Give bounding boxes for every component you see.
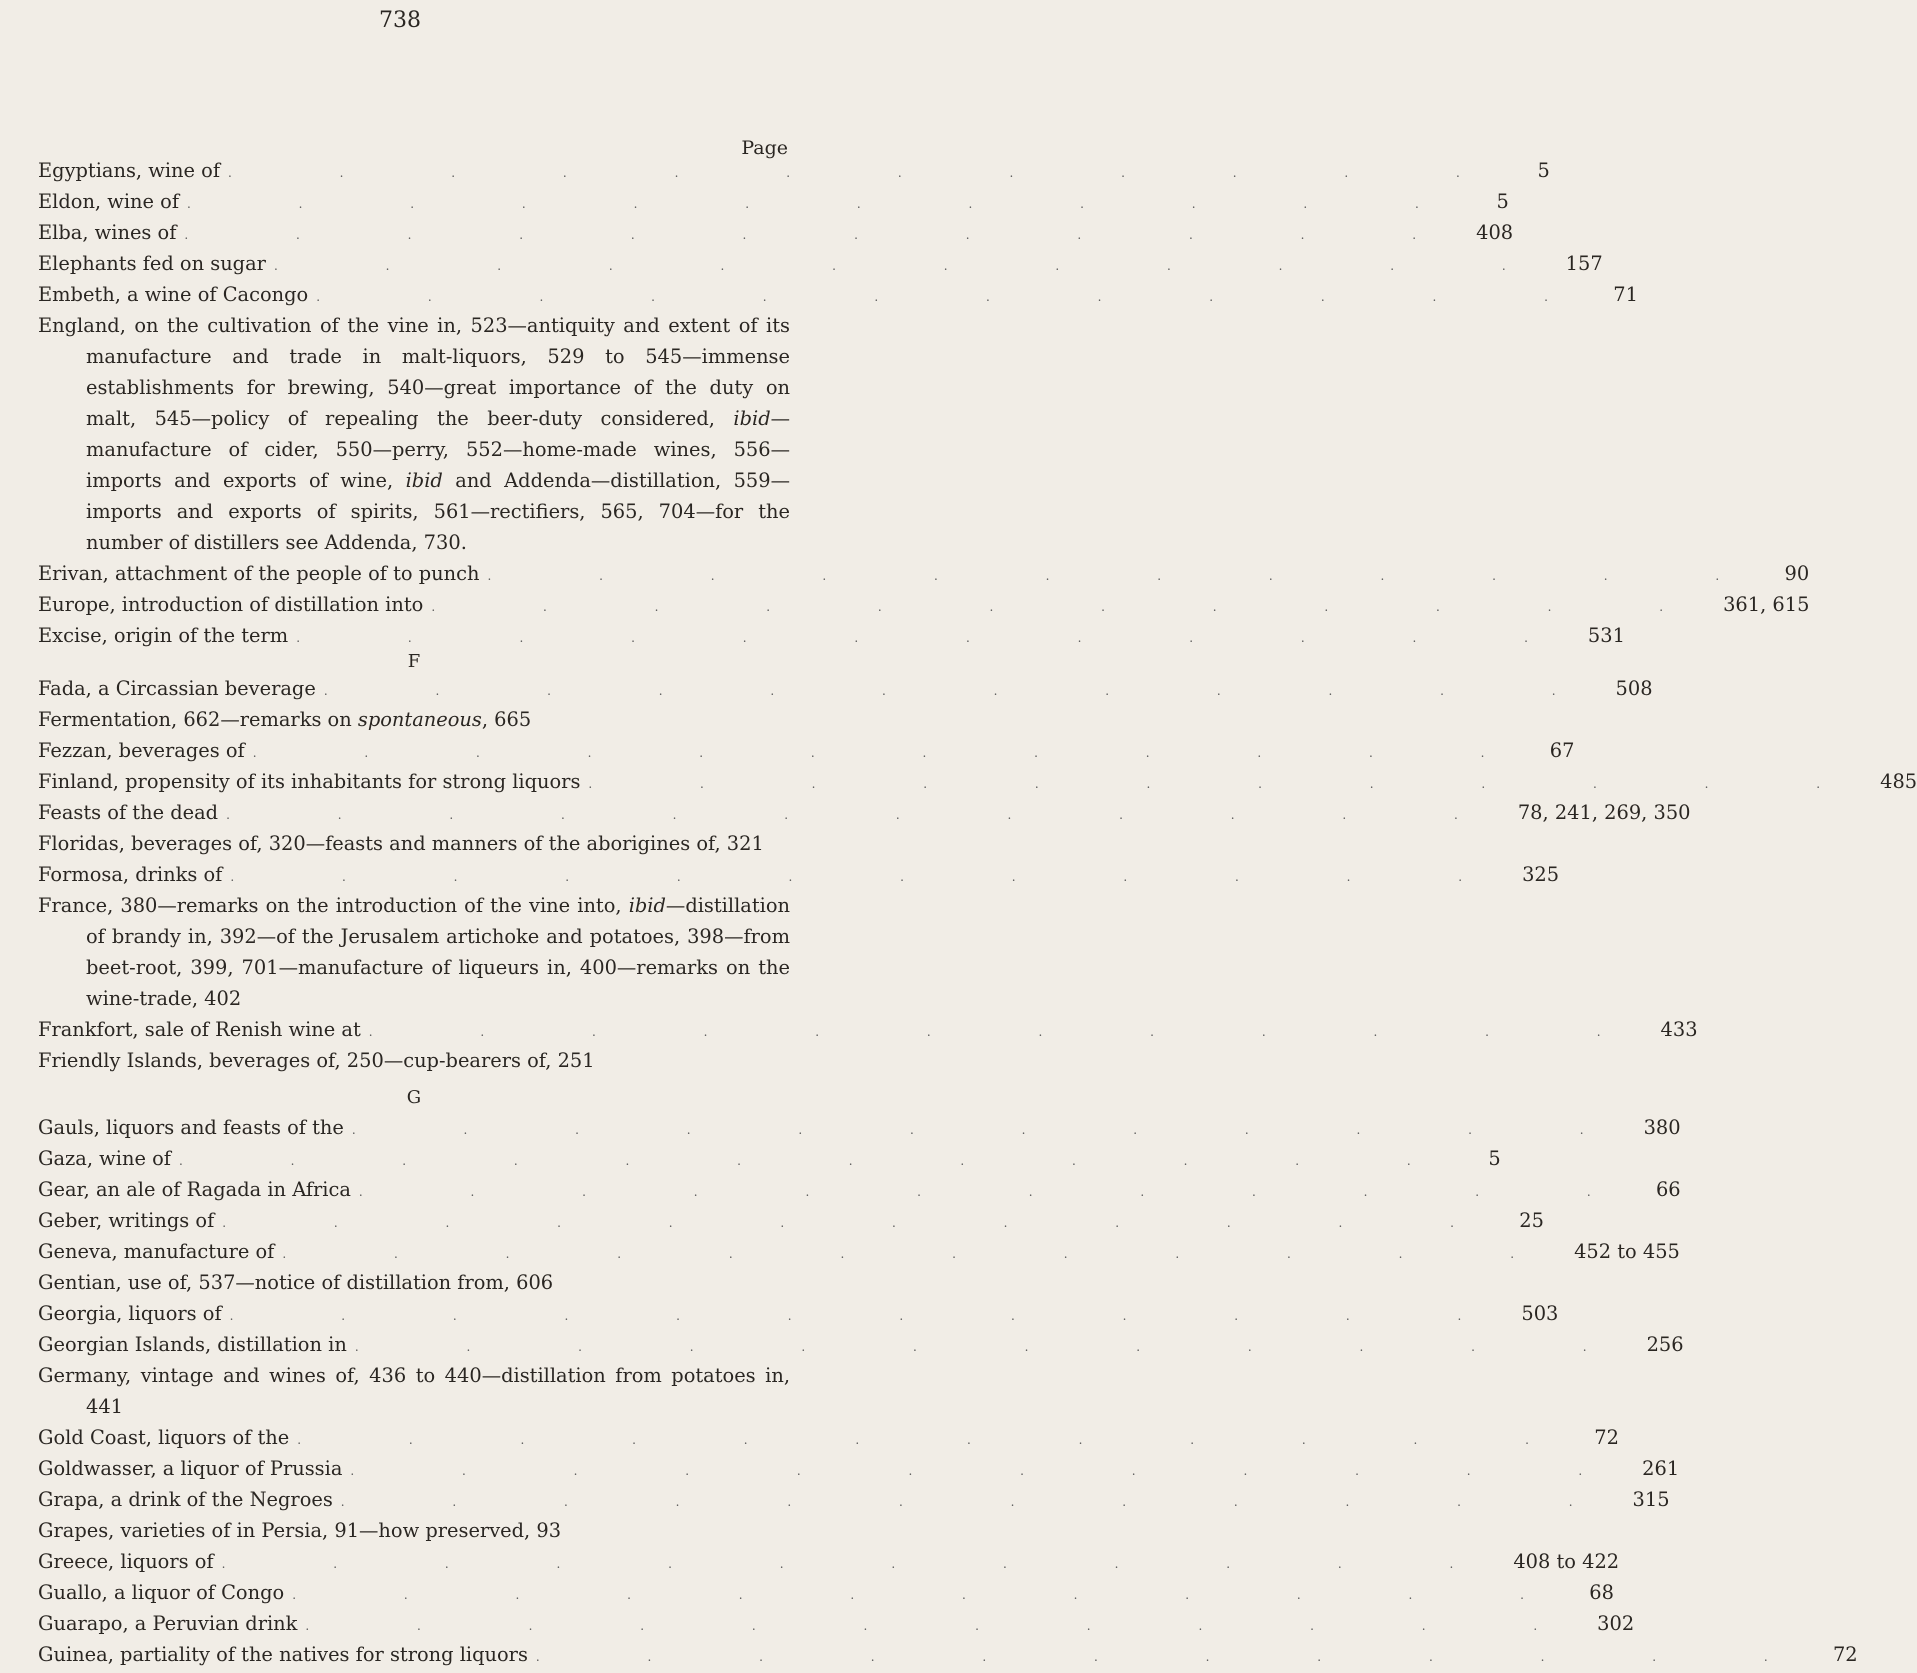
index-entry: Fermentation, 662—remarks on spontaneous, 665 — [38, 708, 532, 731]
entry-page: 157 — [1565, 252, 1603, 275]
dot-leader: . . . . . . . . . . . . — [340, 1495, 1625, 1509]
entry-text: Georgia, liquors of — [38, 1302, 222, 1325]
entry-page: 531 — [1587, 624, 1625, 647]
index-entry — [38, 1236, 1680, 1267]
entry-text: Geneva, manufacture of — [38, 1240, 275, 1263]
index-entry — [38, 1546, 1620, 1577]
page-number: 738 — [379, 8, 421, 33]
entry-page: 325 — [1522, 863, 1560, 886]
index-entry: France, 380—remarks on the introduction of the vine into, ibid—distillation of brandy in, 392—of the Jerusalem artichoke and potatoes, 398—from beet-root, 399, 701—manufacture of liqueurs in, 400—remarks on the wine-trade, 402 — [38, 894, 790, 1010]
page-column-label: Page — [741, 137, 788, 159]
entry-page: 508 — [1615, 677, 1653, 700]
entry-text: Goldwasser, a liquor of Prussia — [38, 1457, 343, 1480]
dot-leader: . . . . . . . . . . . . — [354, 1340, 1639, 1354]
section-letter: G — [406, 1087, 422, 1108]
entry-page: 68 — [1589, 1581, 1614, 1604]
entry-page: 261 — [1642, 1457, 1680, 1480]
dot-leader: . . . . . . . . . . . . — [431, 600, 1716, 614]
index-entry — [38, 186, 1509, 217]
entry-page: 78, 241, 269, 350 — [1517, 801, 1691, 824]
entry-text: Formosa, drinks of — [38, 863, 223, 886]
index-entry — [38, 1422, 1619, 1453]
index-entry — [38, 1143, 1501, 1174]
entry-text: Georgian Islands, distillation in — [38, 1333, 347, 1356]
index-entry — [38, 589, 1810, 620]
entry-page: 380 — [1643, 1116, 1681, 1139]
entry-text: Frankfort, sale of Renish wine at — [38, 1018, 361, 1041]
entry-page: 503 — [1521, 1302, 1559, 1325]
dot-leader: . . . . . . . . . . . . — [296, 631, 1580, 645]
entry-text: Fezzan, beverages of — [38, 739, 245, 762]
dot-leader: . . . . . . . . . . . . — [323, 684, 1608, 698]
index-entry — [38, 1174, 1681, 1205]
entry-text: Gear, an ale of Ragada in Africa — [38, 1178, 351, 1201]
entry-text: Gaza, wine of — [38, 1147, 171, 1170]
index-entry — [38, 1329, 1684, 1360]
index-entry — [38, 1577, 1614, 1608]
entry-page: 66 — [1655, 1178, 1681, 1201]
entry-text: Guinea, partiality of the natives for strong liquors — [38, 1643, 528, 1666]
entry-page: 5 — [1488, 1147, 1501, 1170]
dot-leader: . . . . . . . . . . . . — [316, 290, 1600, 304]
index-entry — [38, 248, 1603, 279]
entry-text: Embeth, a wine of Cacongo — [38, 283, 309, 306]
dot-leader: . . . . . . . . . . . . — [184, 228, 1469, 242]
index-entry — [38, 1608, 1635, 1639]
index-entry — [38, 1453, 1680, 1484]
index-entry: Friendly Islands, beverages of, 250—cup-bearers of, 251 — [38, 1049, 595, 1072]
index-entry — [38, 797, 1691, 828]
index-entry — [38, 155, 1550, 186]
index-entry — [38, 1014, 1698, 1045]
index-entry: Floridas, beverages of, 320—feasts and manners of the aborigines of, 321 — [38, 832, 764, 855]
entry-page: 5 — [1496, 190, 1509, 213]
entry-page: 315 — [1632, 1488, 1670, 1511]
entry-text: Guallo, a liquor of Congo — [38, 1581, 285, 1604]
dot-leader: . . . . . . . . . . . . — [358, 1185, 1643, 1199]
index-entry — [38, 1639, 1858, 1670]
index-entry: Germany, vintage and wines of, 436 to 440—distillation from potatoes in, 441 — [38, 1364, 790, 1418]
entry-page: 67 — [1549, 739, 1575, 762]
dot-leader: . . . . . . . . . . . . — [226, 808, 1510, 822]
entry-text: Eldon, wine of — [38, 190, 180, 213]
index-entry — [38, 735, 1575, 766]
entry-text: Grapa, a drink of the Negroes — [38, 1488, 333, 1511]
index-entry — [38, 673, 1653, 704]
entry-text: Greece, liquors of — [38, 1550, 214, 1573]
dot-leader: . . . . . . . . . . . . — [273, 259, 1558, 273]
entry-text: Guarapo, a Peruvian drink — [38, 1612, 298, 1635]
dot-leader: . . . . . . . . . . . . — [222, 1216, 1506, 1230]
dot-leader: . . . . . . . . . . . . — [252, 746, 1537, 760]
index-entry — [38, 279, 1638, 310]
dot-leader: . . . . . . . . . . . . — [230, 870, 1515, 884]
entry-page: 408 to 422 — [1513, 1550, 1620, 1573]
entry-page: 485 — [1880, 770, 1917, 793]
entry-page: 72 — [1832, 1643, 1858, 1666]
dot-leader: . . . . . . . . . . . . — [187, 197, 1471, 211]
index-entry — [38, 558, 1810, 589]
index-list — [38, 155, 1917, 1670]
dot-leader: . . . . . . . . . . . . — [350, 1464, 1635, 1478]
entry-page: 72 — [1594, 1426, 1619, 1449]
dot-leader: . . . . . . . . . . . . — [282, 1247, 1567, 1261]
entry-page: 90 — [1784, 562, 1810, 585]
entry-text: Erivan, attachment of the people of to punch — [38, 562, 480, 585]
dot-leader: . . . . . . . . . . . . — [229, 1309, 1514, 1323]
entry-text: Gauls, liquors and feasts of the — [38, 1116, 344, 1139]
entry-text: Egyptians, wine of — [38, 159, 221, 182]
dot-leader: . . . . . . . . . . . . — [535, 1650, 1820, 1664]
dot-leader: . . . . . . . . . . . . — [228, 166, 1512, 180]
dot-leader: . . . . . . . . . . . . — [297, 1433, 1581, 1447]
section-letter: F — [407, 651, 421, 672]
entry-text: Feasts of the dead — [38, 801, 219, 824]
entry-page: 408 — [1476, 221, 1514, 244]
entry-page: 256 — [1646, 1333, 1684, 1356]
index-entry — [38, 1112, 1681, 1143]
index-entry — [38, 217, 1514, 248]
entry-page: 5 — [1537, 159, 1550, 182]
entry-text: Excise, origin of the term — [38, 624, 289, 647]
entry-text: Gold Coast, liquors of the — [38, 1426, 290, 1449]
entry-text: Fada, a Circassian beverage — [38, 677, 316, 700]
entry-text: Elephants fed on sugar — [38, 252, 266, 275]
entry-text: Europe, introduction of distillation into — [38, 593, 424, 616]
index-entry — [38, 1205, 1544, 1236]
index-entry — [38, 766, 1917, 797]
dot-leader: . . . . . . . . . . . . — [351, 1123, 1636, 1137]
entry-page: 71 — [1613, 283, 1638, 306]
index-entry — [38, 859, 1560, 890]
dot-leader: . . . . . . . . . . . . — [305, 1619, 1590, 1633]
entry-text: Finland, propensity of its inhabitants for strong liquors — [38, 770, 581, 793]
dot-leader: . . . . . . . . . . . . — [292, 1588, 1576, 1602]
entry-page: 361, 615 — [1723, 593, 1810, 616]
entry-page: 433 — [1660, 1018, 1698, 1041]
entry-page: 302 — [1597, 1612, 1635, 1635]
entry-page: 452 to 455 — [1574, 1240, 1680, 1263]
dot-leader: . . . . . . . . . . . . — [368, 1025, 1653, 1039]
entry-text: Elba, wines of — [38, 221, 177, 244]
index-entry: Grapes, varieties of in Persia, 91—how preserved, 93 — [38, 1519, 562, 1542]
index-entry: England, on the cultivation of the vine in, 523—antiquity and extent of its manufacture and trade in malt-liquors, 529 to 545—immense establishments for brewing, 540—great importance of the duty on malt, 545—policy of repealing the beer-duty considered, ibid—manufacture of cider, 550—perry, 552—home-made wines, 556—imports and exports of wine, ibid and Addenda—distillation, 559—imports and exports of spirits, 561—rectifiers, 565, 704—for the number of distillers see Addenda, 730. — [38, 314, 790, 554]
index-entry — [38, 1484, 1670, 1515]
entry-page: 25 — [1519, 1209, 1544, 1232]
dot-leader: . . . . . . . . . . . . — [487, 569, 1772, 583]
index-entry — [38, 1298, 1559, 1329]
dot-leader: . . . . . . . . . . . . — [178, 1154, 1463, 1168]
entry-text: Geber, writings of — [38, 1209, 215, 1232]
dot-leader: . . . . . . . . . . . . — [588, 777, 1873, 791]
index-entry — [38, 620, 1625, 651]
index-entry: Gentian, use of, 537—notice of distillation from, 606 — [38, 1271, 554, 1294]
dot-leader: . . . . . . . . . . . . — [221, 1557, 1506, 1571]
